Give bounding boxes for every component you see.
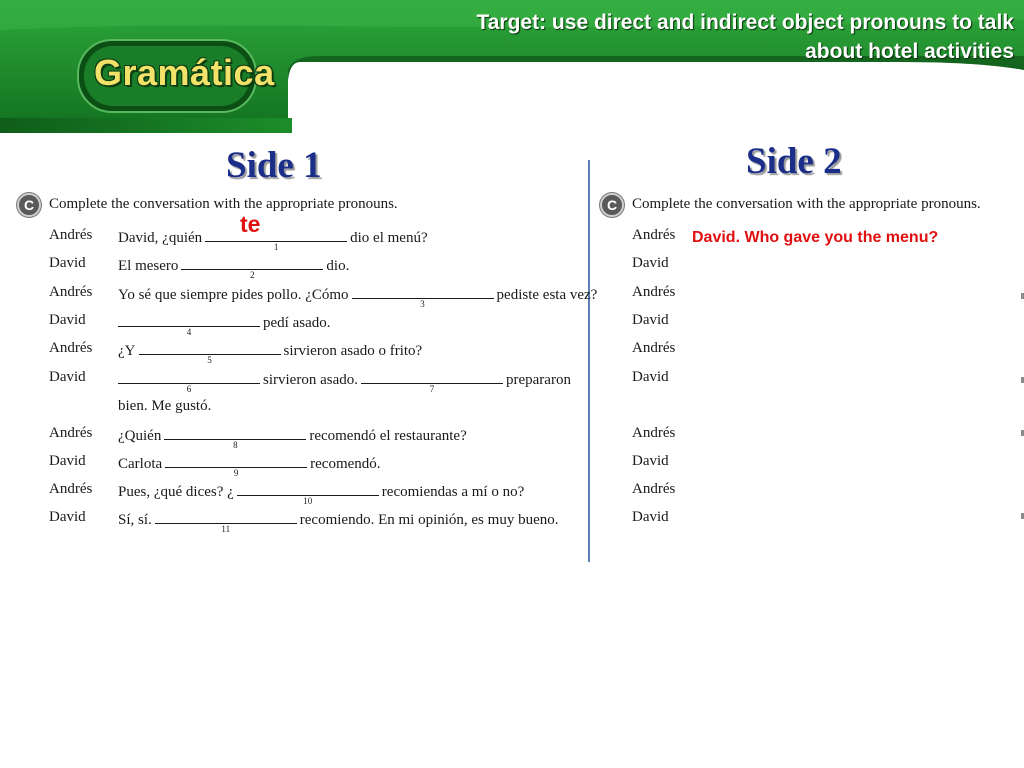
target-line-1: Target: use direct and indirect object pronouns to talk: [476, 11, 1014, 34]
side-2-speaker-8: David: [632, 453, 669, 469]
translation-1: David. Who gave you the menu?: [692, 229, 939, 246]
side-1-speaker-1: Andrés: [49, 227, 93, 243]
blank-8[interactable]: 8: [164, 425, 306, 440]
blank-9[interactable]: 9: [165, 453, 307, 468]
side-1-speaker-10: David: [49, 509, 86, 525]
side-1-speaker-8: David: [49, 453, 86, 469]
target-objective: [334, 8, 1014, 66]
side-2-speaker-9: Andrés: [632, 481, 676, 497]
answer-1: te: [240, 211, 261, 237]
column-divider: [588, 160, 590, 562]
side-1-speaker-4: David: [49, 312, 86, 328]
side-2-speaker-1: Andrés: [632, 227, 676, 243]
side-1-line-4: 4 pedí asado.: [115, 312, 330, 332]
side-2-speaker-5: Andrés: [632, 340, 676, 356]
side-2-speaker-7: Andrés: [632, 425, 676, 441]
gramatica-logo: Gramática: [94, 52, 275, 93]
blank-4[interactable]: 4: [118, 312, 260, 327]
side-1-speaker-5: Andrés: [49, 340, 93, 356]
blank-1[interactable]: 1: [205, 227, 347, 242]
side-1-speaker-6: David: [49, 369, 86, 385]
side-2-speaker-6: David: [632, 369, 669, 385]
side-1-line-6: 6 sirvieron asado. 7 prepararon: [115, 369, 571, 389]
side-1-line-10: Sí, sí. 11 recomiendo. En mi opinión, es muy bueno.: [118, 509, 558, 529]
exercise-c-badge-icon: C: [600, 193, 624, 217]
side-1-line-7: ¿Quién 8 recomendó el restaurante?: [118, 425, 467, 445]
target-line-2: about hotel activities: [805, 40, 1014, 63]
side-2-speaker-3: Andrés: [632, 284, 676, 300]
blank-5[interactable]: 5: [139, 340, 281, 355]
side-1-instruction: Complete the conversation with the appropriate pronouns.: [49, 196, 398, 212]
side-1-line-9: Pues, ¿qué dices? ¿ 10 recomiendas a mí o no?: [118, 481, 524, 501]
side-1-speaker-2: David: [49, 255, 86, 271]
side-1-speaker-9: Andrés: [49, 481, 93, 497]
blank-10[interactable]: 10: [237, 481, 379, 496]
exercise-c-badge-icon: C: [17, 193, 41, 217]
header-banner: [0, 0, 1024, 133]
side-1-line-8: Carlota 9 recomendó.: [118, 453, 381, 473]
side-1-line-2: El mesero 2 dio.: [118, 255, 349, 275]
blank-3[interactable]: 3: [352, 284, 494, 299]
side-2-title: Side 2: [746, 141, 842, 182]
side-1-title: Side 1: [226, 145, 322, 186]
side-2-speaker-4: David: [632, 312, 669, 328]
side-1-line-3: Yo sé que siempre pides pollo. ¿Cómo 3 pediste esta vez?: [118, 284, 597, 304]
side-1-line-5: ¿Y 5 sirvieron asado o frito?: [118, 340, 422, 360]
blank-11[interactable]: 11: [155, 509, 297, 524]
blank-6[interactable]: 6: [118, 369, 260, 384]
side-1-speaker-7: Andrés: [49, 425, 93, 441]
side-2-instruction: Complete the conversation with the appropriate pronouns.: [632, 196, 981, 212]
blank-7[interactable]: 7: [361, 369, 503, 384]
side-1-speaker-3: Andrés: [49, 284, 93, 300]
side-1-line-6-continued: bien. Me gustó.: [118, 398, 212, 414]
side-1-line-1: David, ¿quién 1 dio el menú?: [118, 227, 428, 247]
blank-2[interactable]: 2: [181, 255, 323, 270]
side-2-speaker-10: David: [632, 509, 669, 525]
side-2-speaker-2: David: [632, 255, 669, 271]
